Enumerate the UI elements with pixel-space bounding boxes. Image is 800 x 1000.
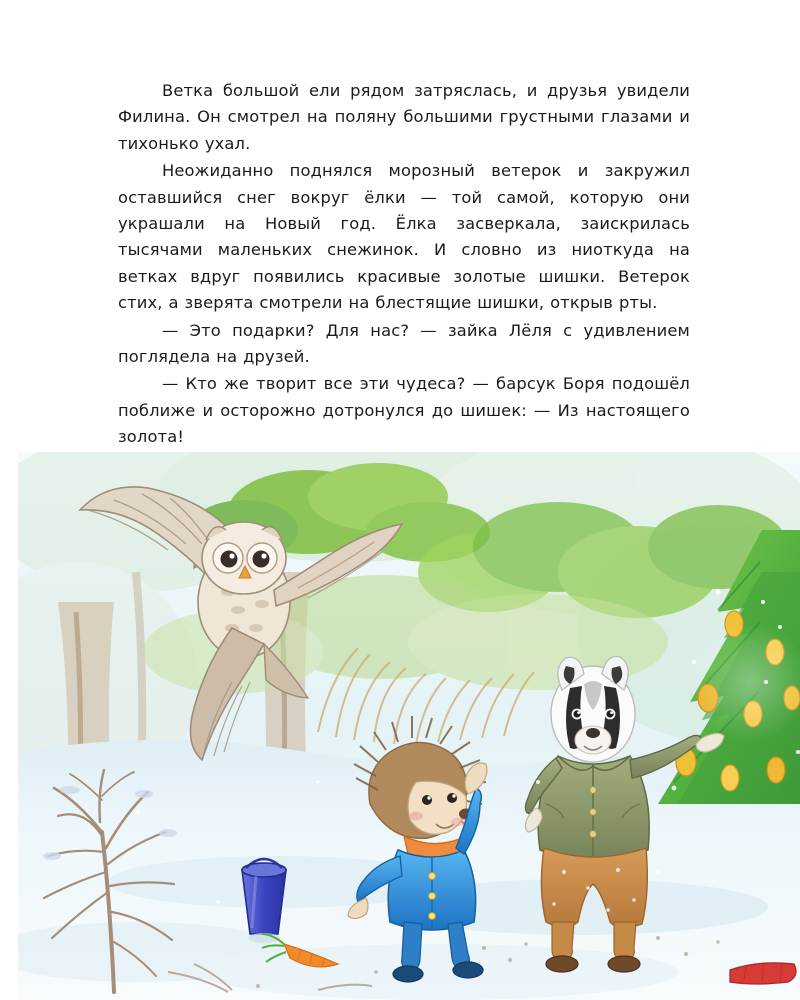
paragraph-1: Ветка большой ели рядом затряслась, и друзья увидели Филина. Он смотрел на поляну большими грустными глазами и тихонько ухал. — [118, 81, 690, 153]
illustration — [18, 452, 800, 1000]
paragraph-3: — Это подарки? Для нас? — зайка Лёля с удивлением поглядела на друзей. — [118, 320, 690, 367]
illustration-artwork — [18, 452, 800, 1000]
page-text — [118, 78, 690, 452]
paragraph-4: — Кто же творит все эти чудеса? — барсук Боря подошёл поближе и осторожно дотронулся до шишек: — Из настоящего золота! — [118, 374, 690, 447]
paragraph-2: Неожиданно поднялся морозный ветерок и закружил оставшийся снег вокруг ёлки — той самой, которую они украшали на Новый год. Ёлка засверкала, заискрилась тысячами маленьких снежинок. И словно из ниоткуда на ветках вдруг появились красивые золотые шишки. Ветерок стих, а зверята смотрели на блестящие шишки, открыв рты. — [118, 161, 690, 313]
